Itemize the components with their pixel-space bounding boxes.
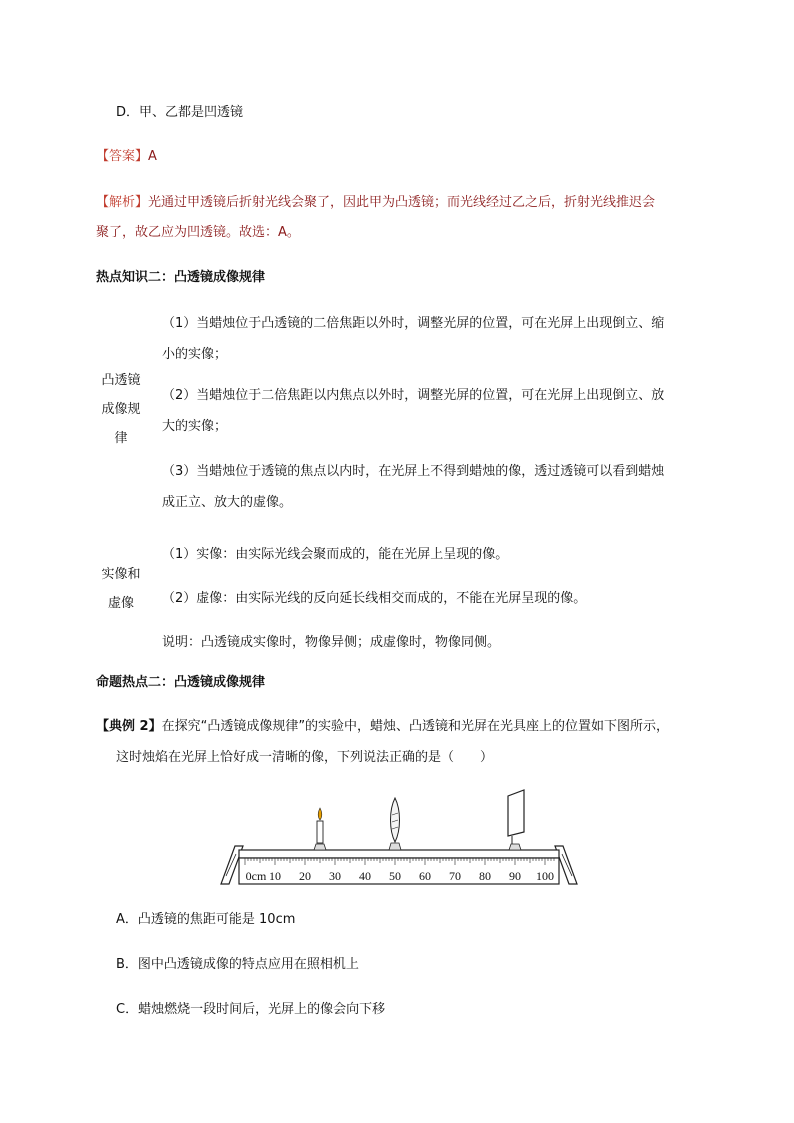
answer-tag: 【答案】 <box>96 149 149 164</box>
ruler-label: 70 <box>449 869 461 883</box>
row1-item3-line1: （3）当蜡烛位于透镜的焦点以内时，在光屏上不得到蜡烛的像，透过透镜可以看到蜡烛 <box>162 464 665 479</box>
row1-item3-line2: 成正立、放大的虚像。 <box>162 495 293 510</box>
option-d: D．甲、乙都是凹透镜 <box>116 105 244 120</box>
row1-label-line: 律 <box>114 431 128 446</box>
ruler-label: 30 <box>329 869 341 883</box>
ruler-label: 20 <box>299 869 311 883</box>
example-text-1: 在探究“凸透镜成像规律”的实验中，蜡烛、凸透镜和光屏在光具座上的位置如下图所示， <box>161 719 670 734</box>
table-row1-item-3 <box>162 456 722 518</box>
table-row2-items <box>162 533 722 665</box>
section-title-knowledge: 热点知识二：凸透镜成像规律 <box>96 270 266 285</box>
table-row1-label <box>86 366 156 453</box>
analysis-tag: 【解析】 <box>96 195 149 210</box>
ruler-label: 0cm <box>245 869 267 883</box>
row1-item2-line2: 大的实像； <box>162 419 228 434</box>
convex-lens <box>389 798 401 850</box>
row2-item-real-image: （1）实像：由实际光线会聚而成的，能在光屏上呈现的像。 <box>162 547 509 562</box>
row2-item-note: 说明：凸透镜成实像时，物像异侧；成虚像时，物像同侧。 <box>162 635 501 650</box>
row2-label-line: 实像和 <box>101 567 141 582</box>
option-a: A．凸透镜的焦距可能是 10cm <box>116 912 296 927</box>
table-row1-item-1 <box>162 308 722 370</box>
row2-label-line: 虚像 <box>107 596 134 611</box>
row1-label-line: 凸透镜 <box>101 373 141 388</box>
example-line-1 <box>96 715 669 734</box>
flame-icon <box>318 808 322 820</box>
optical-bench-figure <box>215 780 585 888</box>
ruler-label: 60 <box>419 869 431 883</box>
row1-item1-line2: 小的实像； <box>162 347 228 362</box>
table-row2-label <box>86 560 156 618</box>
row1-item1-line1: （1）当蜡烛位于凸透镜的二倍焦距以外时，调整光屏的位置，可在光屏上出现倒立、缩 <box>162 316 665 331</box>
ruler-label: 100 <box>536 869 554 883</box>
bench-rail <box>239 850 559 858</box>
analysis-block <box>96 188 655 248</box>
table-row1-item-2 <box>162 380 722 442</box>
option-b: B．图中凸透镜成像的特点应用在照相机上 <box>116 957 359 972</box>
example-line-2: 这时烛焰在光屏上恰好成一清晰的像，下列说法正确的是（ ） <box>116 750 494 765</box>
row1-item2-line1: （2）当蜡烛位于二倍焦距以内焦点以外时，调整光屏的位置，可在光屏上出现倒立、放 <box>162 388 665 403</box>
ruler-label: 90 <box>509 869 521 883</box>
candle <box>314 808 326 850</box>
ruler-label: 10 <box>269 869 281 883</box>
row2-item-virtual-image: （2）虚像：由实际光线的反向延长线相交而成的，不能在光屏呈现的像。 <box>162 591 587 606</box>
answer-line <box>96 145 157 164</box>
row1-label-line: 成像规 <box>101 402 141 417</box>
example-tag: 【典例 2】 <box>96 719 162 734</box>
ruler-label: 50 <box>389 869 401 883</box>
answer-value: A <box>148 149 157 164</box>
section-title-exam: 命题热点二：凸透镜成像规律 <box>96 675 266 690</box>
light-screen <box>508 790 524 850</box>
analysis-line-2: 聚了，故乙应为凹透镜。故选：A。 <box>96 225 300 240</box>
analysis-line-1: 光通过甲透镜后折射光线会聚了，因此甲为凸透镜；而光线经过乙之后，折射光线推迟会 <box>148 195 656 210</box>
ruler-label: 80 <box>479 869 491 883</box>
option-c: C．蜡烛燃烧一段时间后，光屏上的像会向下移 <box>116 1002 386 1017</box>
ruler-label: 40 <box>359 869 371 883</box>
